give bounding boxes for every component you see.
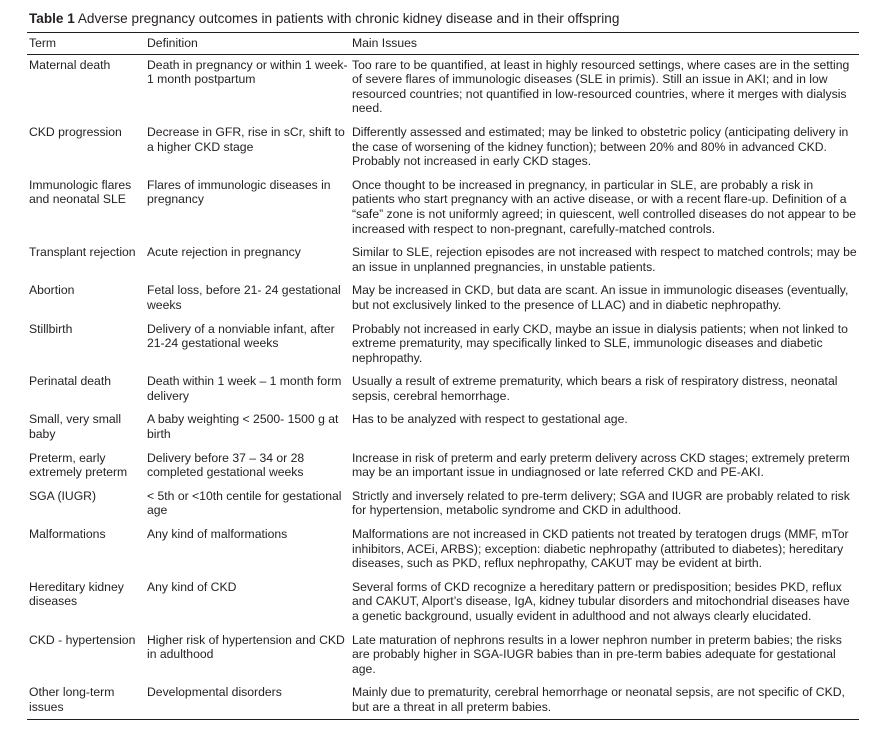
row-main-issues: Has to be analyzed with respect to gestational age. [352,412,628,427]
header-term: Term [27,33,145,55]
row-definition: Fetal loss, before 21- 24 gestational weeks [147,283,341,312]
row-definition: A baby weighting < 2500- 1500 g at birth [147,412,339,442]
row-term: CKD progression [29,124,122,139]
row-term: Malformations [29,527,106,542]
row-term: Stillbirth [29,321,73,336]
row-term: CKD - hypertension [29,632,136,647]
row-definition: Any kind of malformations [147,527,288,542]
outcomes-table [27,32,859,720]
table-row [27,319,859,372]
row-term: Other long-term issues [27,682,145,719]
row-definition: Decrease in GFR, rise in sCr, shift to a higher CKD stage [147,124,345,154]
row-definition: Death within 1 week – 1 month form delivery [147,374,342,403]
row-definition: Death in pregnancy or within 1 week-1 month postpartum [147,57,348,87]
row-definition: Flares of immunologic diseases in pregnancy [147,177,331,207]
table-caption-label: Table 1 [29,11,75,26]
table-caption [29,10,869,27]
table-row [27,175,859,242]
row-term: Abortion [29,283,75,298]
row-main-issues: Mainly due to prematurity, cerebral hemorrhage or neonatal sepsis, are not specific of CKD, but are a threat in all preterm babies. [350,682,859,719]
row-term: SGA (IUGR) [29,488,97,503]
row-main-issues: Differently assessed and estimated; may be linked to obstetric policy (anticipating delivery in the case of worsening of the kidney function); between 20% and 80% in advanced CKD. Probably not increased in early CKD stages. [352,124,849,169]
row-main-issues: Probably not increased in early CKD, maybe an issue in dialysis patients; when not linked to extreme prematurity, may specifically linked to SLE, immunologic diseases and diabetic nephropathy. [352,321,848,365]
table-row [27,448,859,486]
row-main-issues: Similar to SLE, rejection episodes are not increased with respect to matched controls; may be an issue in unplanned pregnancies, in unstable patients. [352,245,857,274]
row-main-issues: Once thought to be increased in pregnancy, in particular in SLE, are probably a risk in patients who start pregnancy with an active disease, or with a recent flare-up. Definition of a “safe” zone is not uniformly agreed; in quiescent, well controlled diseases do not appear to be increased with respect to non-pregnant, carefully-matched controls. [352,177,857,236]
row-main-issues: Late maturation of nephrons results in a lower nephron number in preterm babies; the risks are probably higher in SGA-IUGR babies than in pre-term babies adequate for gestational age. [352,632,842,676]
row-definition: Delivery before 37 – 34 or 28 completed gestational weeks [147,450,305,480]
table-caption-text: Adverse pregnancy outcomes in patients with chronic kidney disease and in their offspring [74,11,620,26]
table-row [27,122,859,175]
header-definition: Definition [145,33,350,55]
row-definition: Developmental disorders [145,682,350,719]
row-term: Transplant rejection [29,245,136,260]
row-term: Hereditary kidney diseases [29,579,124,609]
row-main-issues: Usually a result of extreme prematurity, which bears a risk of respiratory distress, neonatal sepsis, cerebral hemorrhage. [352,374,838,403]
table-row [27,371,859,409]
row-definition: Delivery of a nonviable infant, after 21-24 gestational weeks [147,321,335,351]
row-definition: < 5th or <10th centile for gestational age [147,488,342,518]
row-main-issues: Malformations are not increased in CKD patients not treated by teratogen drugs (MMF, mTor inhibitors, ACEi, ARBS); exception: diabetic nephropathy (attributed to diabetes); hereditary diseases, such as PKD, reflux nephropathy, CAKUT may be evident at birth. [352,527,849,571]
row-term: Small, very small baby [29,412,122,442]
table-header-row [27,33,859,55]
row-main-issues: Several forms of CKD recognize a hereditary pattern or predisposition; besides PKD, reflux and CAKUT, Alport’s disease, IgA, kidney tubular disorders and mitochondrial diseases have a genetic background, usually evident in adulthood and not always clearly elucidated. [352,579,850,623]
table-row [27,524,859,577]
header-main-issues: Main Issues [350,33,859,55]
row-main-issues: Increase in risk of preterm and early preterm delivery across CKD stages; extremely preterm may be an important issue in undiagnosed or late referred CKD and PE-AKI. [352,450,850,480]
table-row [27,409,859,447]
row-term: Perinatal death [29,374,111,389]
table-row [27,577,859,630]
table-row [27,630,859,683]
row-definition: Higher risk of hypertension and CKD in adulthood [147,632,345,662]
row-term: Preterm, early extremely preterm [29,450,128,480]
table-row [27,682,859,719]
table-row [27,280,859,318]
row-main-issues: Too rare to be quantified, at least in highly resourced settings, where cases are in the setting of severe flares of immunologic diseases (SLE in primis). Still an issue in AKI; and in low resourced countries; not quantified in low-resourced countries, where it merges with dialysis need. [352,57,850,116]
row-definition: Any kind of CKD [147,579,237,594]
table-row [27,242,859,280]
table-row [27,486,859,524]
row-definition: Acute rejection in pregnancy [147,245,301,260]
row-main-issues: May be increased in CKD, but data are scant. An issue in immunologic diseases (eventually, but not exclusively linked to the presence of LLAC) and in diabetic nephropathy. [352,283,849,312]
row-term: Immunologic flares and neonatal SLE [29,177,132,207]
row-term: Maternal death [29,57,111,72]
row-main-issues: Strictly and inversely related to pre-term delivery; SGA and IUGR are probably related to risk for hypertension, metabolic syndrome and CKD in adulthood. [352,488,850,518]
table-row [27,54,859,122]
